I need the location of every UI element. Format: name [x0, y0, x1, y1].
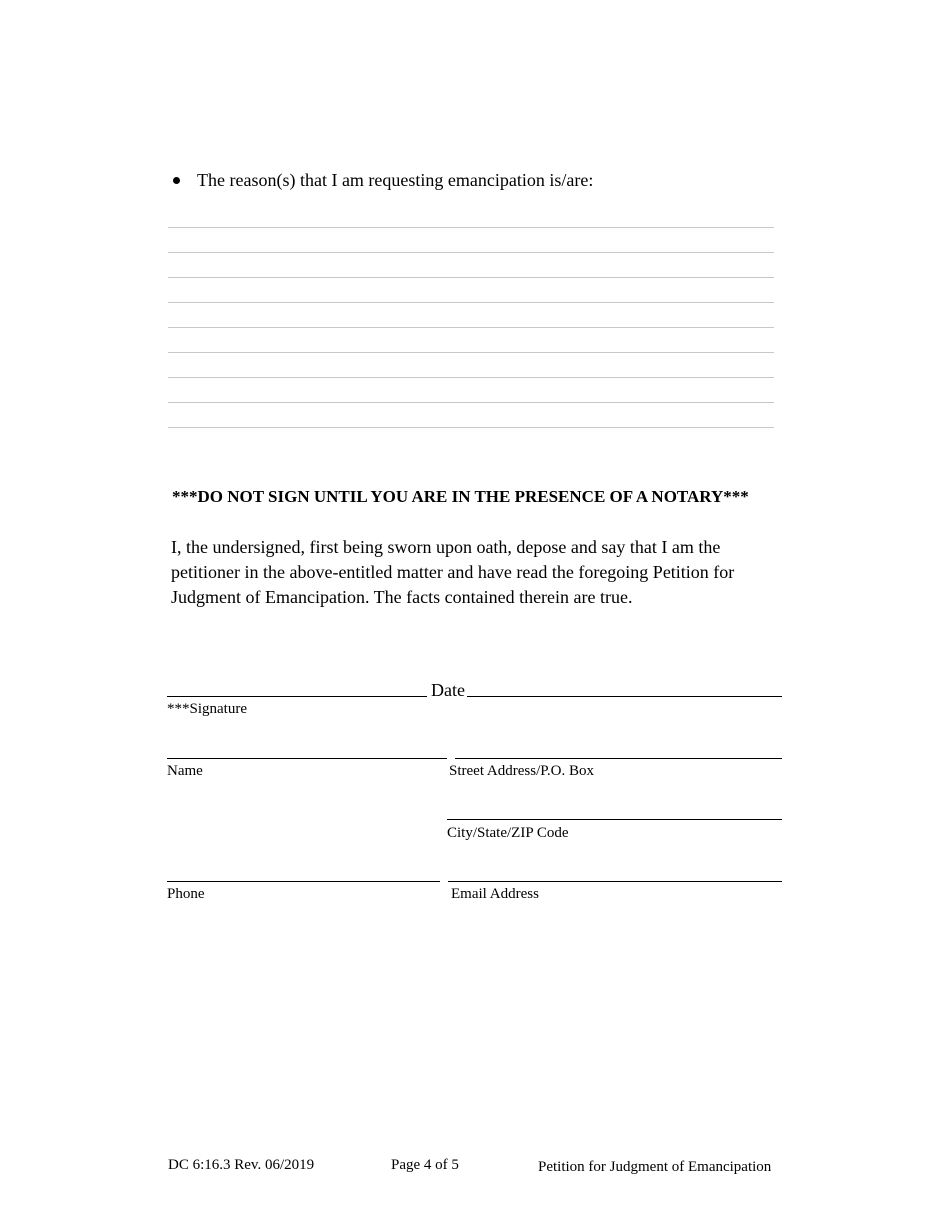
reasons-line-6[interactable] — [168, 352, 774, 353]
reasons-line-9[interactable] — [168, 427, 774, 428]
street-label: Street Address/P.O. Box — [449, 763, 595, 779]
bullet-icon — [173, 177, 180, 184]
date-label: Date — [431, 680, 465, 700]
oath-line-2: petitioner in the above-entitled matter and have read the foregoing Petition for — [171, 562, 735, 582]
reasons-prompt-item — [173, 170, 593, 191]
notary-warning: ***DO NOT SIGN UNTIL YOU ARE IN THE PRESENCE OF A NOTARY*** — [172, 487, 749, 506]
email-line[interactable] — [448, 881, 782, 882]
city-line[interactable] — [447, 819, 782, 820]
reasons-line-5[interactable] — [168, 327, 774, 328]
signature-line[interactable] — [167, 696, 427, 697]
reasons-line-4[interactable] — [168, 302, 774, 303]
reasons-line-3[interactable] — [168, 277, 774, 278]
reasons-line-8[interactable] — [168, 402, 774, 403]
footer-title: Petition for Judgment of Emancipation — [538, 1159, 772, 1175]
name-label: Name — [167, 763, 203, 779]
street-line[interactable] — [455, 758, 782, 759]
reasons-prompt: The reason(s) that I am requesting emancipation is/are: — [197, 170, 594, 190]
name-line[interactable] — [167, 758, 447, 759]
oath-line-1: I, the undersigned, first being sworn upon oath, depose and say that I am the — [171, 537, 721, 557]
reasons-line-7[interactable] — [168, 377, 774, 378]
phone-line[interactable] — [167, 881, 440, 882]
signature-label: ***Signature — [167, 701, 247, 717]
phone-label: Phone — [167, 886, 205, 902]
footer-page-number: Page 4 of 5 — [391, 1157, 459, 1173]
reasons-line-2[interactable] — [168, 252, 774, 253]
reasons-line-1[interactable] — [168, 227, 774, 228]
oath-line-3: Judgment of Emancipation. The facts contained therein are true. — [171, 587, 633, 607]
date-line[interactable] — [467, 696, 782, 697]
footer-form-id: DC 6:16.3 Rev. 06/2019 — [168, 1157, 315, 1173]
city-label: City/State/ZIP Code — [447, 825, 569, 841]
email-label: Email Address — [451, 886, 539, 902]
oath-paragraph — [171, 535, 791, 610]
